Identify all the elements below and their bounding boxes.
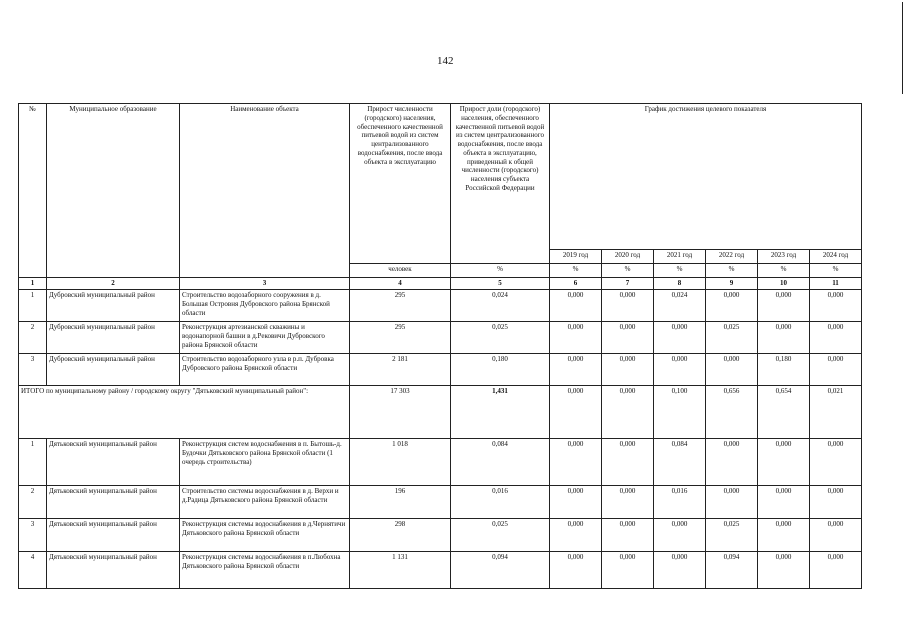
row-people: 1 131: [350, 552, 451, 589]
row-year-value: 0,025: [706, 322, 758, 354]
unit-percent: %: [654, 264, 706, 278]
row-share: 0,016: [451, 486, 550, 519]
total-people: 17 303: [350, 386, 451, 439]
row-object: Строительство системы водоснабжения в д. Верхи и д.Радица Дятьковского района Брянской области: [180, 486, 350, 519]
header-share-growth: Прирост доли (городского) населения, обеспеченного качественной питьевой водой из систем централизованного водоснабжения, после ввода объекта в эксплуатацию, приведенный к общей численности (городского) населения субъекта Российской Федерации: [451, 104, 550, 264]
unit-percent: %: [550, 264, 602, 278]
row-share: 0,094: [451, 552, 550, 589]
unit-percent: %: [602, 264, 654, 278]
row-municipality: Дубровский муниципальный район: [47, 354, 180, 386]
total-year-value: 0,000: [602, 386, 654, 439]
row-municipality: Дятьковский муниципальный район: [47, 486, 180, 519]
row-municipality: Дятьковский муниципальный район: [47, 519, 180, 552]
row-share: 0,024: [451, 290, 550, 322]
row-object: Реконструкция системы водоснабжения в п.Любохна Дятьковского района Брянской области: [180, 552, 350, 589]
row-year-value: 0,000: [550, 439, 602, 486]
col-number: 2: [47, 278, 180, 290]
unit-percent: %: [451, 264, 550, 278]
col-number: 4: [350, 278, 451, 290]
row-year-value: 0,000: [550, 519, 602, 552]
row-year-value: 0,000: [810, 552, 862, 589]
row-year-value: 0,000: [758, 552, 810, 589]
header-municipality: Муниципальное образование: [47, 104, 180, 278]
unit-percent: %: [706, 264, 758, 278]
table-row: [19, 354, 862, 386]
row-year-value: 0,094: [706, 552, 758, 589]
row-share: 0,084: [451, 439, 550, 486]
row-number: 2: [19, 322, 47, 354]
row-municipality: Дубровский муниципальный район: [47, 322, 180, 354]
row-object: Реконструкция артезианской скважины и водонапорной башни в д.Рековичи Дубровского района Брянской области: [180, 322, 350, 354]
unit-people: человек: [350, 264, 451, 278]
col-number: 11: [810, 278, 862, 290]
row-object: Строительство водозаборного узла в р.п. Дубровка Дубровского района Брянской области: [180, 354, 350, 386]
row-year-value: 0,000: [654, 354, 706, 386]
row-year-value: 0,000: [758, 322, 810, 354]
header-num: №: [19, 104, 47, 278]
page-number: 142: [437, 55, 454, 67]
total-year-value: 0,100: [654, 386, 706, 439]
row-people: 295: [350, 322, 451, 354]
row-year-value: 0,000: [550, 552, 602, 589]
row-year-value: 0,000: [758, 439, 810, 486]
row-year-value: 0,000: [758, 519, 810, 552]
row-year-value: 0,000: [550, 486, 602, 519]
row-year-value: 0,000: [654, 322, 706, 354]
row-year-value: 0,000: [706, 290, 758, 322]
row-year-value: 0,000: [550, 354, 602, 386]
row-people: 298: [350, 519, 451, 552]
header-year: 2023 год: [758, 250, 810, 264]
row-year-value: 0,000: [602, 486, 654, 519]
row-year-value: 0,000: [602, 552, 654, 589]
total-share: 1,431: [451, 386, 550, 439]
row-year-value: 0,025: [706, 519, 758, 552]
row-municipality: Дятьковский муниципальный район: [47, 439, 180, 486]
total-year-value: 0,000: [550, 386, 602, 439]
row-year-value: 0,000: [810, 322, 862, 354]
col-number: 10: [758, 278, 810, 290]
row-year-value: 0,000: [602, 354, 654, 386]
row-year-value: 0,000: [550, 322, 602, 354]
total-row: [19, 386, 862, 439]
row-people: 1 018: [350, 439, 451, 486]
target-indicator-table: [18, 103, 862, 589]
header-row: [19, 104, 862, 250]
table-row: [19, 486, 862, 519]
row-number: 1: [19, 439, 47, 486]
row-object: Строительство водозаборного сооружения в д. Большая Островня Дубровского района Брянской области: [180, 290, 350, 322]
header-year: 2020 год: [602, 250, 654, 264]
row-people: 295: [350, 290, 451, 322]
total-label: ИТОГО по муниципальному району / городскому округу "Дятьковский муниципальный район":: [19, 386, 350, 439]
row-share: 0,180: [451, 354, 550, 386]
row-year-value: 0,000: [550, 290, 602, 322]
row-number: 3: [19, 519, 47, 552]
header-pop-growth: Прирост численности (городского) населения, обеспеченного качественной питьевой водой из систем централизованного водоснабжения, после ввода объекта в эксплуатацию: [350, 104, 451, 264]
row-year-value: 0,000: [810, 354, 862, 386]
row-year-value: 0,000: [810, 290, 862, 322]
total-year-value: 0,654: [758, 386, 810, 439]
col-number: 3: [180, 278, 350, 290]
header-year: 2022 год: [706, 250, 758, 264]
row-year-value: 0,000: [706, 439, 758, 486]
row-year-value: 0,024: [654, 290, 706, 322]
row-share: 0,025: [451, 519, 550, 552]
row-object: Реконструкция систем водоснабжения в п. Бытошь-д. Будочки Дятьковского района Брянской области (1 очередь строительства): [180, 439, 350, 486]
col-number: 5: [451, 278, 550, 290]
col-number: 1: [19, 278, 47, 290]
table-row: [19, 552, 862, 589]
row-municipality: Дубровский муниципальный район: [47, 290, 180, 322]
row-year-value: 0,180: [758, 354, 810, 386]
header-object: Наименование объекта: [180, 104, 350, 278]
row-year-value: 0,000: [654, 552, 706, 589]
header-schedule: График достижения целевого показателя: [550, 104, 862, 250]
col-number: 9: [706, 278, 758, 290]
row-year-value: 0,000: [654, 519, 706, 552]
unit-percent: %: [758, 264, 810, 278]
table-row: [19, 322, 862, 354]
col-number: 7: [602, 278, 654, 290]
row-year-value: 0,000: [758, 290, 810, 322]
row-year-value: 0,000: [602, 322, 654, 354]
row-year-value: 0,000: [706, 486, 758, 519]
row-year-value: 0,000: [810, 519, 862, 552]
column-numbers-row: [19, 278, 862, 290]
row-year-value: 0,000: [602, 439, 654, 486]
row-municipality: Дятьковский муниципальный район: [47, 552, 180, 589]
row-year-value: 0,000: [602, 519, 654, 552]
row-number: 2: [19, 486, 47, 519]
row-year-value: 0,000: [602, 290, 654, 322]
margin-line: [902, 2, 903, 94]
row-number: 4: [19, 552, 47, 589]
total-year-value: 0,656: [706, 386, 758, 439]
col-number: 8: [654, 278, 706, 290]
total-year-value: 0,021: [810, 386, 862, 439]
row-year-value: 0,000: [810, 439, 862, 486]
row-number: 3: [19, 354, 47, 386]
row-number: 1: [19, 290, 47, 322]
row-year-value: 0,084: [654, 439, 706, 486]
header-year: 2024 год: [810, 250, 862, 264]
row-object: Реконструкция системы водоснабжения в д.Чернятичи Дятьковского района Брянской области: [180, 519, 350, 552]
table-row: [19, 439, 862, 486]
row-share: 0,025: [451, 322, 550, 354]
table-row: [19, 290, 862, 322]
row-year-value: 0,016: [654, 486, 706, 519]
unit-percent: %: [810, 264, 862, 278]
row-year-value: 0,000: [758, 486, 810, 519]
header-year: 2021 год: [654, 250, 706, 264]
row-year-value: 0,000: [810, 486, 862, 519]
col-number: 6: [550, 278, 602, 290]
table-row: [19, 519, 862, 552]
header-year: 2019 год: [550, 250, 602, 264]
row-year-value: 0,000: [706, 354, 758, 386]
row-people: 2 181: [350, 354, 451, 386]
row-people: 196: [350, 486, 451, 519]
